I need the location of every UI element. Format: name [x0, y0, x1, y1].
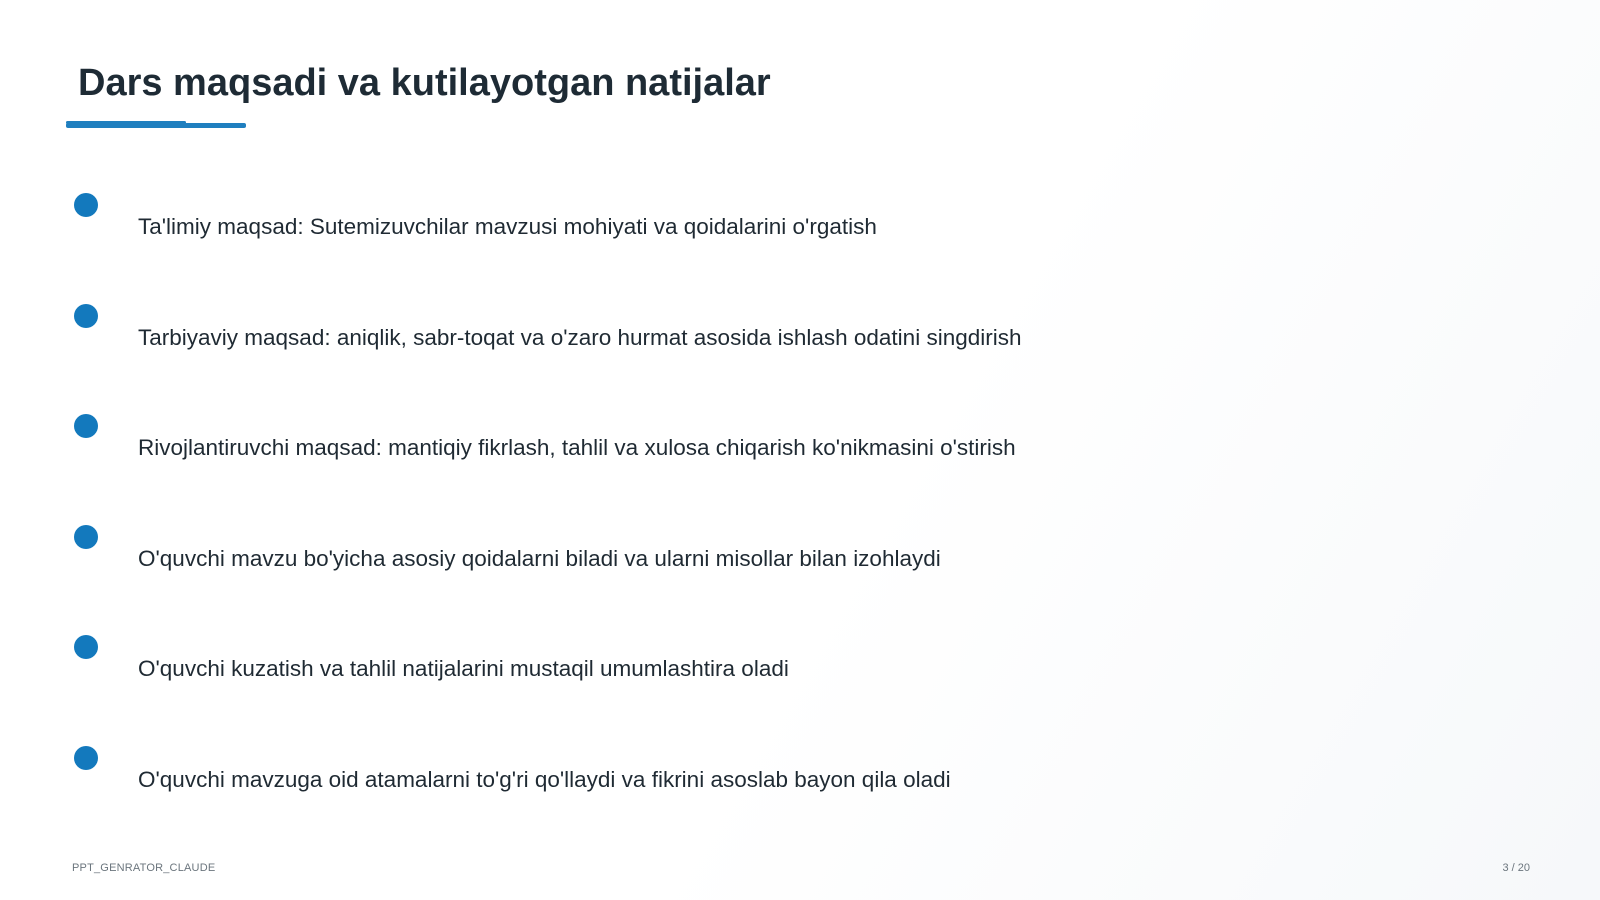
bullet-text: O'quvchi kuzatish va tahlil natijalarini mustaqil umumlashtira oladi — [138, 656, 789, 681]
list-item — [0, 525, 1600, 585]
footer-generator-label: PPT_GENRATOR_CLAUDE — [72, 862, 216, 874]
page-number: 3 / 20 — [1502, 862, 1530, 874]
bullet-text: Tarbiyaviy maqsad: aniqlik, sabr-toqat va o'zaro hurmat asosida ishlash odatini singdirish — [138, 325, 1022, 350]
bullet-text: O'quvchi mavzu bo'yicha asosiy qoidalarni biladi va ularni misollar bilan izohlaydi — [138, 546, 941, 571]
list-item — [0, 746, 1600, 806]
bullet-dot-icon — [74, 635, 98, 659]
bullet-dot-icon — [74, 193, 98, 217]
list-item — [0, 193, 1600, 253]
bullet-text: Ta'limiy maqsad: Sutemizuvchilar mavzusi mohiyati va qoidalarini o'rgatish — [138, 214, 877, 239]
list-item — [0, 414, 1600, 474]
bullet-dot-icon — [74, 525, 98, 549]
bullet-text: Rivojlantiruvchi maqsad: mantiqiy fikrlash, tahlil va xulosa chiqarish ko'nikmasini o'stirish — [138, 435, 1016, 460]
bullet-dot-icon — [74, 746, 98, 770]
bullet-text: O'quvchi mavzuga oid atamalarni to'g'ri qo'llaydi va fikrini asoslab bayon qila oladi — [138, 767, 951, 792]
slide-title: Dars maqsadi va kutilayotgan natijalar — [78, 62, 771, 104]
list-item — [0, 304, 1600, 364]
bullet-dot-icon — [74, 304, 98, 328]
list-item — [0, 635, 1600, 695]
bullet-dot-icon — [74, 414, 98, 438]
